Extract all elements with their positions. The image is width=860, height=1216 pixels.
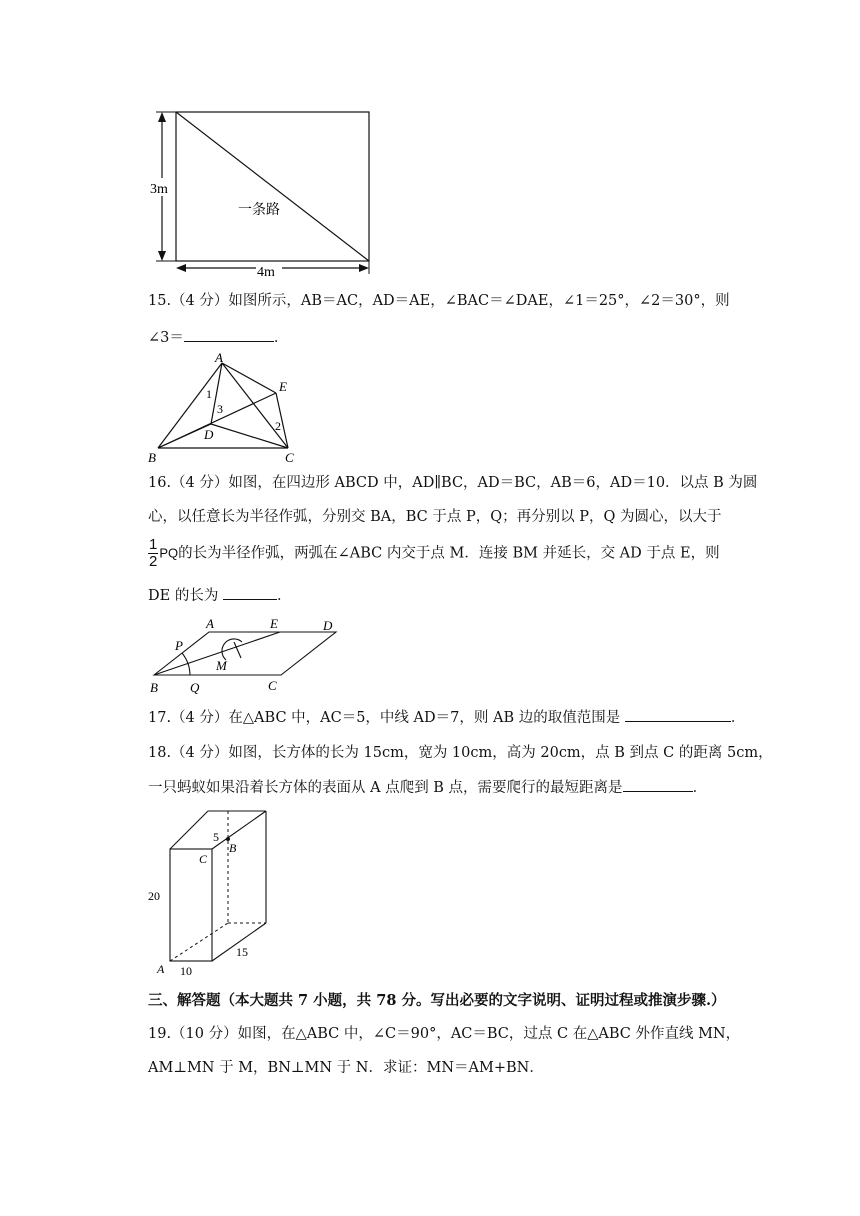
label-B: B [229,841,237,855]
q15-angle3-label: ∠3＝ [148,330,184,346]
label-E: E [279,379,287,394]
q17-question: 17.（4 分）在△ABC 中，AC＝5，中线 AD＝7，则 AB 边的取值范围是 [148,710,621,726]
label-D: D [323,618,333,633]
label-10: 10 [180,964,192,978]
label-Q: Q [190,680,200,695]
label-A: A [215,350,223,365]
q16-text-line1: 16.（4 分）如图，在四边形 ABCD 中，AD∥BC，AD＝BC，AB＝6，AD＝10．以点 B 为圆 [148,475,758,491]
q18-line2-text: 一只蚂蚁如果沿着长方体的表面从 A 点爬到 B 点，需要爬行的最短距离是 [148,780,623,796]
label-1: 1 [206,387,212,401]
label-A: A [157,962,165,976]
q15-text-line1: 15.（4 分）如图所示，AB＝AC，AD＝AE，∠BAC＝∠DAE，∠1＝25°，∠2＝30°，则 [148,293,730,309]
q14-figure [148,106,378,280]
label-E: E [270,616,278,631]
label-3: 3 [217,402,223,416]
arrow-left-icon [176,264,186,272]
q16-line4-text: DE 的长为 [148,588,219,604]
height-label: 3m [150,182,168,197]
q16-line3-text: 的长为半径作弧，两弧在∠ABC 内交于点 M．连接 BM 并延长，交 AD 于点 E，则 [178,545,720,562]
label-A: A [206,616,214,631]
arrow-up-icon [158,112,166,122]
q16-text-line2: 心，以任意长为半径作弧，分别交 BA，BC 于点 P，Q；再分别以 P，Q 为圆心，以大于 [148,509,722,525]
q16-period: ． [276,588,292,604]
label-D: D [204,427,214,442]
label-20: 20 [148,889,160,903]
arrow-down-icon [158,251,166,261]
one-half-fraction: $\frac{1}{2}$ [149,536,158,570]
road-label: 一条路 [238,203,280,218]
q18-text-line2 [148,777,707,798]
q18-text-line1: 18.（4 分）如图，长方体的长为 15cm，宽为 10cm，高为 20cm，点 B 到点 C 的距离 5cm， [148,745,773,761]
label-15: 15 [236,945,248,959]
q19-text-line2: AM⊥MN 于 M，BN⊥MN 于 N．求证：MN＝AM+BN． [148,1060,544,1076]
q17-period: ． [730,710,746,726]
arrow-right-icon [359,264,369,272]
label-M: M [216,658,227,673]
q15-answer-blank [184,327,274,342]
label-5: 5 [213,830,219,844]
q18-answer-blank [623,777,693,792]
q15-text-line2 [148,327,288,348]
q16-text-line3 [148,537,720,570]
section-3-heading: 三、解答题（本大题共 7 小题，共 78 分。写出必要的文字说明、证明过程或推演步骤.） [148,992,726,1009]
q15-period: ． [273,330,289,346]
q16-figure [146,612,346,700]
q17-text [148,707,745,728]
label-C: C [268,678,277,693]
label-C: C [285,450,294,465]
q16-text-line4 [148,585,291,606]
q18-figure [144,806,274,978]
road-diagonal [176,112,369,261]
q17-answer-blank [625,707,731,722]
label-P: P [175,638,183,653]
label-B: B [148,450,156,465]
label-2: 2 [275,419,281,433]
q19-text-line1: 19.（10 分）如图，在△ABC 中，∠C＝90°，AC＝BC，过点 C 在△ABC 外作直线 MN， [148,1026,741,1042]
label-B: B [150,680,158,695]
q16-answer-blank [223,585,277,600]
width-label: 4m [257,265,275,280]
q15-figure [146,350,306,468]
label-C: C [199,852,208,866]
pq-label: PQ [159,545,179,561]
q18-period: ． [692,780,708,796]
